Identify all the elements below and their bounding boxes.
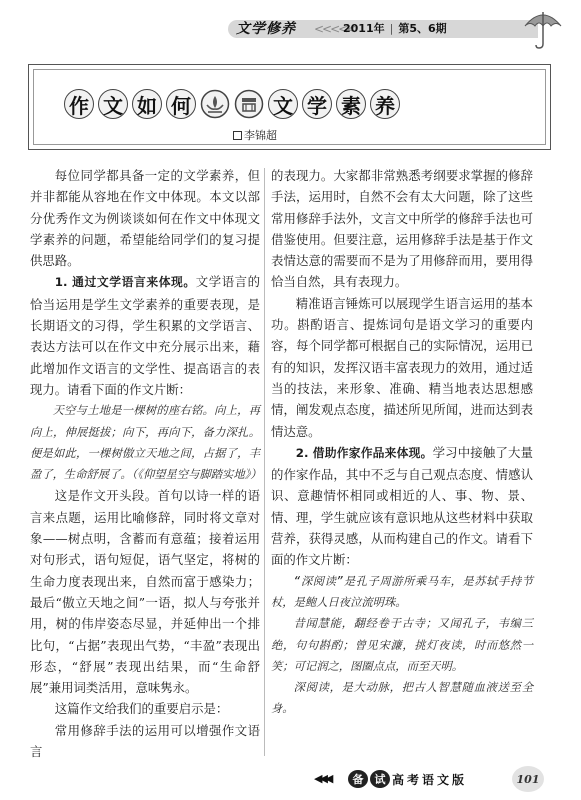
footer-arrows-icon: ◀◀◀	[314, 772, 331, 785]
quoted-excerpt: 天空与土地是一棵树的座右铭。向上，再向上，伸展挺拔；向下，再向下，备力深扎。便是如此，一棵树傲立天地之间，占据了，丰盈了，生命舒展了。（《仰望星空与脚踏实地》）	[30, 404, 262, 482]
article-title	[64, 88, 424, 120]
title-char: 文	[268, 89, 298, 119]
paragraph: 这篇作文给我们的重要启示是：	[54, 701, 229, 717]
author-box-icon	[233, 131, 242, 140]
paragraph: 精准语言锤炼可以展现学生语言运用的基本功。斟酌语言、提炼词句是语文学习的重要内容，每个同学都可根据自己的实际情况，运用已有的知识，发挥汉语丰富表现力的效用，通过适当的技法，来形象、准确、精当地表达思想感情，阐发观点态度，描述所见所闻，进而达到表情达意。	[271, 295, 533, 439]
umbrella-icon	[523, 6, 563, 50]
left-column	[30, 165, 260, 762]
section-1	[30, 271, 260, 400]
issue-year: 2011年	[343, 22, 385, 35]
issue-number: 第5、6期	[398, 22, 447, 35]
title-char: 素	[336, 89, 366, 119]
title-char: 养	[370, 89, 400, 119]
issue-separator: |	[389, 22, 394, 35]
author-name: 李锦超	[244, 129, 277, 142]
section-2	[271, 442, 533, 571]
right-column	[271, 165, 533, 720]
section-text: 学习中接触了大量的作家作品，其中不乏与自己观点态度、情感认识、意趣情怀相同或相近的人、事、物、景、情、理，学生就应该有意识地从这些材料中获取营养，获得灵感，从而构建自己的作文。请看下面的作文片断：	[271, 444, 533, 568]
title-char: 何	[166, 89, 196, 119]
quoted-excerpt: 深阅读，是大动脉，把古人智慧随血液送至全身。	[271, 681, 533, 716]
issue-info	[343, 20, 447, 38]
quoted-excerpt: “深阅读”是孔子周游所乘马车，是苏轼手持节杖，是鲍人日夜泣流明珠。	[271, 574, 533, 609]
title-char: 文	[98, 89, 128, 119]
paragraph: 常用修辞手法的运用可以增强作文语言	[30, 722, 260, 760]
page-number: 101	[512, 766, 544, 792]
paragraph: 的表现力。大家都非常熟悉考纲要求掌握的修辞手法，运用时，自然不会有太大问题，除了这些常用修辞手法外，文言文中所学的修辞手法也可借鉴使用。但要注意，运用修辞手法是基于作文表情达意的需要而不是为了用修辞而用，要用得恰当自然，具有表现力。	[271, 168, 533, 290]
column-divider	[264, 168, 265, 756]
title-char: 如	[132, 89, 162, 119]
author-line	[233, 127, 277, 143]
section-text: 文学语言的恰当运用是学生文学素养的重要表现，是长期语文的习得，学生积累的文学语言、表达方法可以在作文中充分展示出来，藉此增加作文语言的文学性、提高语言的表现力。请看下面的作文片断：	[30, 274, 260, 397]
footer-badge: 试	[370, 770, 390, 788]
page-header	[0, 0, 581, 46]
section-heading: 2. 借助作家作品来体现。	[295, 445, 433, 460]
decorative-lotus-icon	[200, 89, 230, 119]
title-char: 学	[302, 89, 332, 119]
footer-badge: 备	[348, 770, 368, 788]
header-chevrons: <<<<<	[314, 22, 355, 36]
magazine-name: 文学修养	[236, 21, 296, 37]
footer-edition: 高考语文版	[392, 773, 468, 787]
title-char: 作	[64, 89, 94, 119]
section-heading: 1. 通过文学语言来体现。	[54, 275, 196, 290]
page-footer	[300, 766, 570, 794]
paragraph: 这是作文开头段。首句以诗一样的语言来点题，运用比喻修辞，同时将文章对象——树点明，含蓄而有意蕴；接着运用对句形式，语句短促，语气坚定，将树的生命力度表现出来，自然而富于感染力；最后“傲立天地之间”一语，拟人与夸张并用，树的伟岸姿态尽显，并延伸出一个排比句，“占据”表现出气势，“丰盈”表现出形态，“舒展”表现出结果，而“生命舒展”兼用词类活用，意味隽永。	[30, 488, 260, 696]
quoted-excerpt: 昔闻慧能，翻经卷于古寺；又闻孔子，韦编三绝，句句斟酌；曾见宋濂，挑灯夜读，时而悠然一笑；可记润之，图圈点点，而至天明。	[271, 617, 533, 673]
decorative-drum-icon	[234, 89, 264, 119]
paragraph: 每位同学都具备一定的文学素养，但并非都能从容地在作文中体现。本文以部分优秀作文为例谈谈如何在作文中体现文学素养的问题，希望能给同学们的复习提供思路。	[30, 168, 260, 269]
